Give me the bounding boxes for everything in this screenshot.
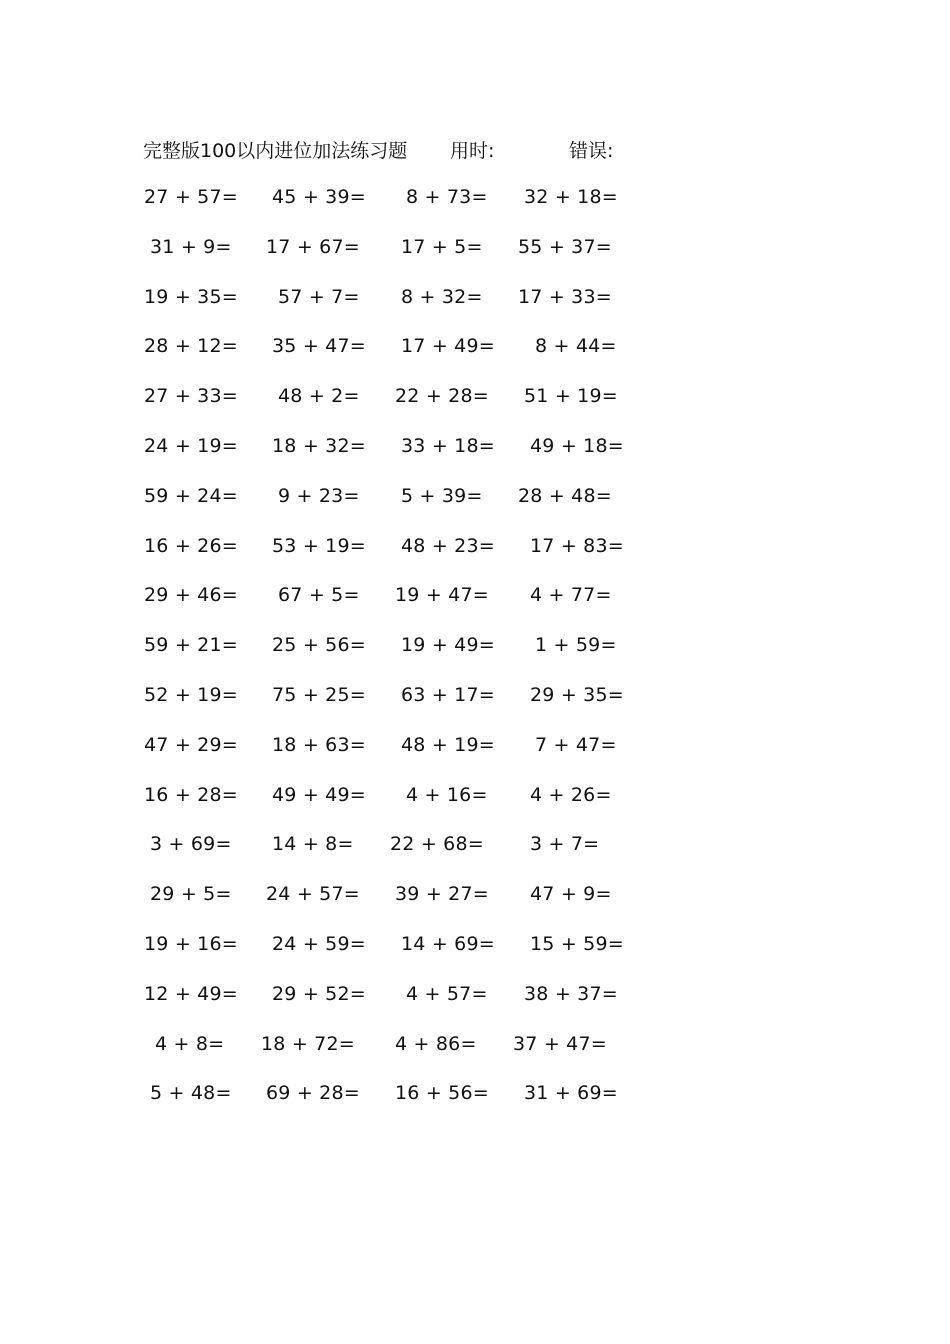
- addition-problem: 24 + 59=: [272, 933, 366, 955]
- addition-problem: 29 + 46=: [144, 584, 238, 607]
- addition-problem: 4 + 86=: [395, 1032, 477, 1055]
- addition-problem: 8 + 32=: [401, 285, 483, 308]
- addition-problem: 4 + 8=: [155, 1032, 225, 1055]
- addition-problem: 45 + 39=: [272, 186, 366, 208]
- addition-problem: 38 + 37=: [524, 982, 618, 1005]
- addition-problem: 48 + 23=: [401, 534, 495, 557]
- addition-problem: 17 + 5=: [401, 235, 483, 258]
- addition-problem: 52 + 19=: [144, 684, 238, 706]
- addition-problem: 49 + 49=: [272, 783, 366, 806]
- addition-problem: 33 + 18=: [401, 435, 495, 457]
- addition-problem: 5 + 39=: [401, 484, 483, 507]
- addition-problem: 37 + 47=: [513, 1032, 607, 1055]
- addition-problem: 17 + 83=: [530, 534, 624, 557]
- addition-problem: 1 + 59=: [535, 634, 617, 657]
- addition-problem: 29 + 52=: [272, 982, 366, 1005]
- addition-problem: 35 + 47=: [272, 335, 366, 358]
- addition-problem: 22 + 28=: [395, 385, 489, 408]
- addition-problem: 4 + 26=: [530, 783, 612, 806]
- error-label: 错误:: [569, 140, 614, 162]
- addition-problem: 59 + 21=: [144, 634, 238, 657]
- addition-problem: 3 + 69=: [150, 833, 232, 856]
- addition-problem: 14 + 8=: [272, 833, 354, 856]
- addition-problem: 4 + 57=: [406, 982, 488, 1005]
- addition-problem: 18 + 32=: [272, 435, 366, 457]
- addition-problem: 18 + 72=: [261, 1032, 355, 1055]
- addition-problem: 53 + 19=: [272, 534, 366, 557]
- addition-problem: 39 + 27=: [395, 883, 489, 906]
- addition-problem: 69 + 28=: [266, 1082, 360, 1105]
- addition-problem: 67 + 5=: [278, 584, 360, 607]
- addition-problem: 7 + 47=: [535, 733, 617, 756]
- addition-problem: 4 + 16=: [406, 783, 488, 806]
- addition-problem: 29 + 35=: [530, 684, 624, 706]
- addition-problem: 59 + 24=: [144, 484, 238, 507]
- addition-problem: 18 + 63=: [272, 733, 366, 756]
- addition-problem: 22 + 68=: [390, 833, 484, 856]
- addition-problem: 3 + 7=: [530, 833, 600, 856]
- addition-problem: 16 + 26=: [144, 534, 238, 557]
- addition-problem: 57 + 7=: [278, 285, 360, 308]
- addition-problem: 31 + 69=: [524, 1082, 618, 1105]
- addition-problem: 15 + 59=: [530, 933, 624, 955]
- addition-problem: 19 + 47=: [395, 584, 489, 607]
- addition-problem: 19 + 49=: [401, 634, 495, 657]
- addition-problem: 48 + 19=: [401, 733, 495, 756]
- addition-problem: 9 + 23=: [278, 484, 360, 507]
- addition-problem: 14 + 69=: [401, 933, 495, 955]
- addition-problem: 31 + 9=: [150, 235, 232, 258]
- addition-problem: 19 + 35=: [144, 285, 238, 308]
- addition-problem: 24 + 57=: [266, 883, 360, 906]
- addition-problem: 29 + 5=: [150, 883, 232, 906]
- addition-problem: 49 + 18=: [530, 435, 624, 457]
- addition-problem: 47 + 9=: [530, 883, 612, 906]
- addition-problem: 24 + 19=: [144, 435, 238, 457]
- addition-problem: 51 + 19=: [524, 385, 618, 408]
- addition-problem: 27 + 57=: [144, 186, 238, 208]
- addition-problem: 8 + 44=: [535, 335, 617, 358]
- addition-problem: 28 + 12=: [144, 335, 238, 358]
- addition-problem: 28 + 48=: [518, 484, 612, 507]
- addition-problem: 16 + 28=: [144, 783, 238, 806]
- addition-problem: 4 + 77=: [530, 584, 612, 607]
- addition-problem: 27 + 33=: [144, 385, 238, 408]
- addition-problem: 19 + 16=: [144, 933, 238, 955]
- addition-problem: 16 + 56=: [395, 1082, 489, 1105]
- worksheet-title: 完整版100以内进位加法练习题: [143, 140, 408, 162]
- addition-problem: 17 + 49=: [401, 335, 495, 358]
- addition-problem: 17 + 33=: [518, 285, 612, 308]
- addition-problem: 63 + 17=: [401, 684, 495, 706]
- addition-problem: 25 + 56=: [272, 634, 366, 657]
- addition-problem: 55 + 37=: [518, 235, 612, 258]
- addition-problem: 17 + 67=: [266, 235, 360, 258]
- addition-problem: 32 + 18=: [524, 186, 618, 208]
- addition-problem: 47 + 29=: [144, 733, 238, 756]
- time-label: 用时:: [450, 140, 495, 162]
- addition-problem: 12 + 49=: [144, 982, 238, 1005]
- addition-problem: 48 + 2=: [278, 385, 360, 408]
- addition-problem: 5 + 48=: [150, 1082, 232, 1105]
- addition-problem: 8 + 73=: [406, 186, 488, 208]
- addition-problem: 75 + 25=: [272, 684, 366, 706]
